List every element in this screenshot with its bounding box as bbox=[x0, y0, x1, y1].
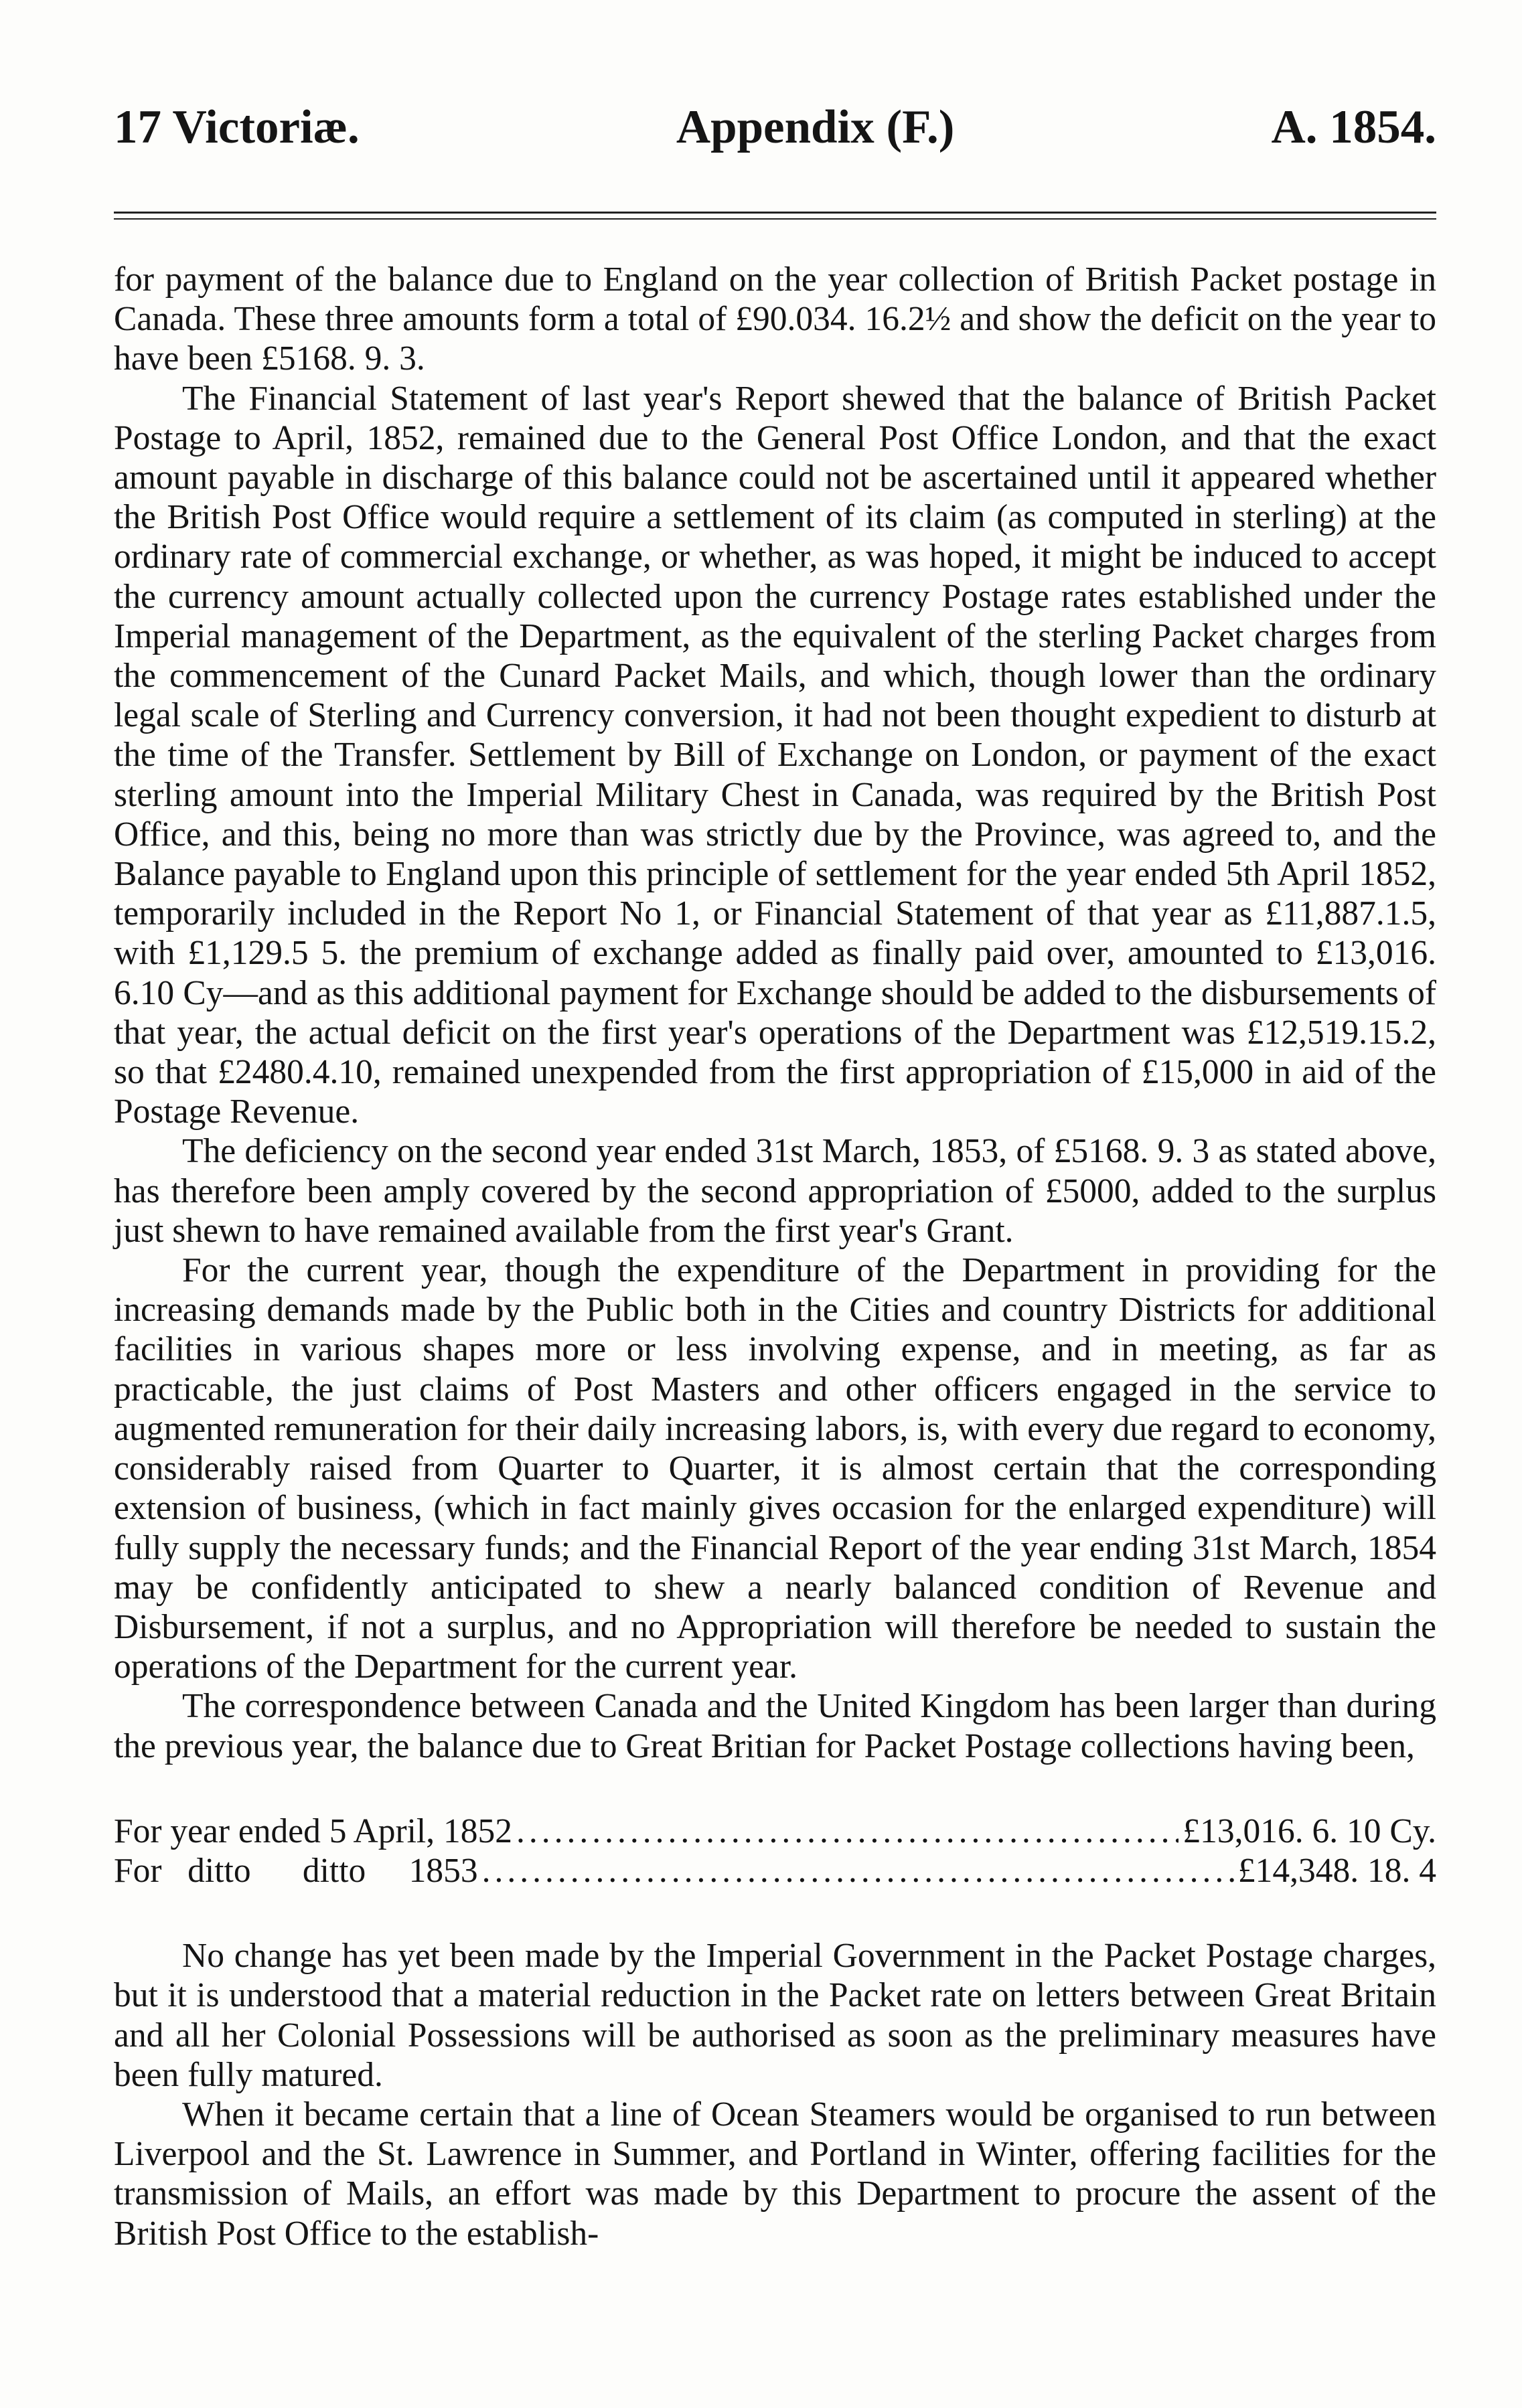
page-header bbox=[114, 100, 1436, 174]
row-label: For ditto ditto 1853 bbox=[114, 1851, 478, 1890]
leader-dots bbox=[516, 1812, 1178, 1851]
header-appendix: Appendix (F.) bbox=[676, 101, 955, 153]
paragraph-4: For the current year, though the expenditure of the Department in providing for the increasing demands made by the Public both in the Cities and country Districts for additional facilities in various shapes more or less involving expense, and in meeting, as far as practicable, the just claims of Post Masters and other officers engaged in the service to augmented remuneration for their daily increasing labors, is, with every due regard to economy, considerably raised from Quarter to Quarter, it is almost certain that the corresponding extension of business, (which in fact mainly gives occasion for the enlarged expenditure) will fully supply the necessary funds; and the Financial Report of the year ending 31st March, 1854 may be confidently anticipated to shew a nearly balanced condition of Revenue and Disbursement, if not a surplus, and no Appropriation will therefore be needed to sustain the operations of the Department for the current year. bbox=[114, 1251, 1436, 1686]
row-amount: £14,348. 18. 4 bbox=[1237, 1851, 1436, 1890]
header-year: A. 1854. bbox=[1271, 101, 1436, 153]
row-label: For year ended 5 April, 1852 bbox=[114, 1812, 512, 1850]
table-row bbox=[114, 1851, 1436, 1891]
packet-postage-table bbox=[114, 1812, 1436, 1891]
header-double-rule bbox=[114, 212, 1436, 220]
paragraph-3: The deficiency on the second year ended 31st March, 1853, of £5168. 9. 3 as stated above, has therefore been amply covered by the second appropriation of £5000, added to the surplus just shewn to have remained available from the first year's Grant. bbox=[114, 1132, 1436, 1250]
paragraph-6: No change has yet been made by the Imperial Government in the Packet Postage charges, but it is understood that a material reduction in the Packet rate on letters between Great Britain and all her Colonial Possessions will be authorised as soon as the preliminary measures have been fully matured. bbox=[114, 1937, 1436, 2094]
row-amount: £13,016. 6. 10 Cy. bbox=[1183, 1812, 1436, 1850]
document-page bbox=[114, 100, 1436, 2253]
table-row bbox=[114, 1812, 1436, 1851]
header-session: 17 Victoriæ. bbox=[114, 101, 360, 153]
document-body bbox=[114, 260, 1436, 2253]
paragraph-5: The correspondence between Canada and the United Kingdom has been larger than during the previous year, the balance due to Great Britian for Packet Postage collections having been, bbox=[114, 1687, 1436, 1765]
paragraph-1: for payment of the balance due to England on the year collection of British Packet postage in Canada. These three amounts form a total of £90.034. 16.2½ and show the deficit on the year to have been £5168. 9. 3. bbox=[114, 260, 1436, 378]
paragraph-7: When it became certain that a line of Ocean Steamers would be organised to run between Liverpool and the St. Lawrence in Summer, and Portland in Winter, offering facilities for the transmission of Mails, an effort was made by this Department to procure the assent of the British Post Office to the establish- bbox=[114, 2095, 1436, 2253]
leader-dots bbox=[482, 1851, 1234, 1891]
paragraph-2: The Financial Statement of last year's Report shewed that the balance of British Packet Postage to April, 1852, remained due to the General Post Office London, and that the exact amount payable in discharge of this balance could not be ascertained until it appeared whether the British Post Office would require a settlement of its claim (as computed in sterling) at the ordinary rate of commercial exchange, or whether, as was hoped, it might be induced to accept the currency amount actually collected upon the currency Postage rates established under the Imperial management of the Department, as the equivalent of the sterling Packet charges from the commencement of the Cunard Packet Mails, and which, though lower than the ordinary legal scale of Sterling and Currency conversion, it had not been thought expedient to disturb at the time of the Transfer. Settlement by Bill of Exchange on London, or payment of the exact sterling amount into the Imperial Military Chest in Canada, was required by the British Post Office, and this, being no more than was strictly due by the Province, was agreed to, and the Balance payable to England upon this principle of settlement for the year ended 5th April 1852, temporarily included in the Report No 1, or Financial Statement of that year as £11,887.1.5, with £1,129.5 5. the premium of exchange added as finally paid over, amounted to £13,016. 6.10 Cy—and as this additional payment for Exchange should be added to the disbursements of that year, the actual deficit on the first year's operations of the Department was £12,519.15.2, so that £2480.4.10, remained unexpended from the first appropriation of £15,000 in aid of the Postage Revenue. bbox=[114, 379, 1436, 1131]
